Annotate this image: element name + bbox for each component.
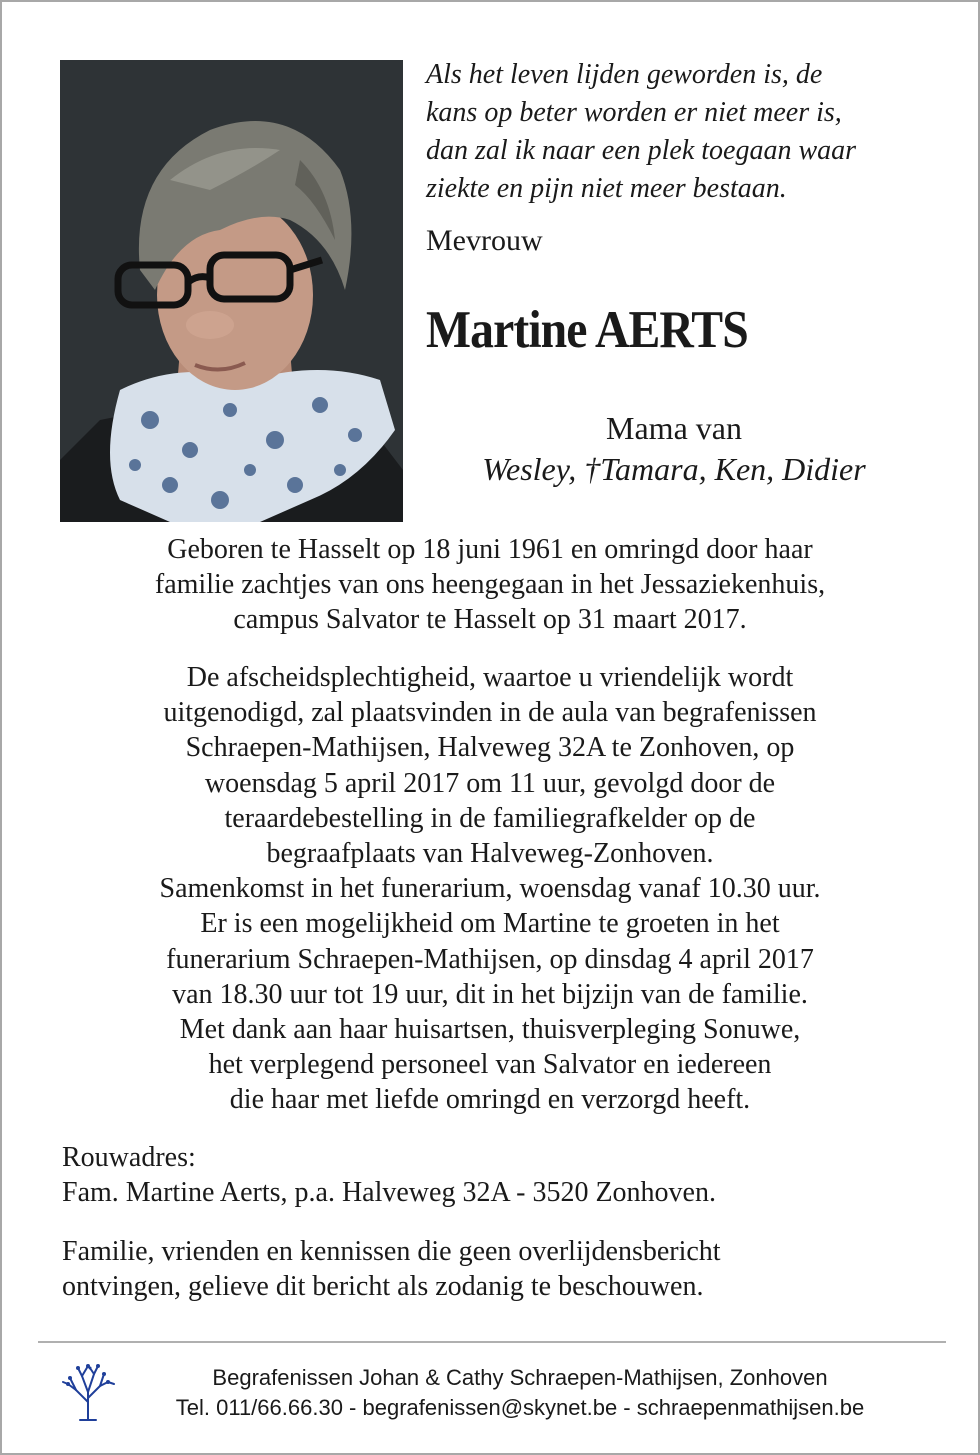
paragraph-line: funerarium Schraepen-Mathijsen, op dinsdag 4 april 2017 [166,943,814,975]
poem-line: kans op beter worden er niet meer is, [426,97,842,128]
address-label: Rouwadres: [62,1142,196,1173]
birth-death-paragraph [42,532,938,637]
paragraph-line: woensdag 5 april 2017 om 11 uur, gevolgd door de [204,767,776,799]
paragraph-line: Samenkomst in het funerarium, woensdag vanaf 10.30 uur. [159,873,821,905]
tree-icon [60,1362,116,1422]
poem [426,56,936,208]
poem-line: ziekte en pijn niet meer bestaan. [426,173,787,204]
portrait-photo [60,60,403,522]
paragraph-line: uitgenodigd, zal plaatsvinden in de aula van begrafenissen [163,697,817,729]
paragraph-line: Er is een mogelijkheid om Martine te groeten in het [200,908,780,940]
honorific: Mevrouw [426,224,543,257]
funeral-home-name: Begrafenissen Johan & Cathy Schraepen-Mathijsen, Zonhoven [212,1365,828,1390]
paragraph-line: ontvingen, gelieve dit bericht als zodanig te beschouwen. [62,1271,704,1302]
address-block [62,1140,942,1210]
paragraph-line: familie zachtjes van ons heengegaan in het Jessaziekenhuis, [154,569,826,600]
paragraph-line: campus Salvator te Hasselt op 31 maart 2017. [233,604,747,635]
paragraph-line: teraardebestelling in de familiegrafkelder op de [224,802,756,834]
funeral-home-contact: Tel. 011/66.66.30 - begrafenissen@skynet.be - schraepenmathijsen.be [175,1395,865,1420]
paragraph-line: het verplegend personeel van Salvator en iedereen [208,1049,772,1081]
paragraph-line: van 18.30 uur tot 19 uur, dit in het bijzijn van de familie. [172,978,808,1010]
paragraph-line: Familie, vrienden en kennissen die geen overlijdensbericht [62,1236,721,1267]
ceremony-paragraph [42,660,938,1118]
paragraph-line: begraafplaats van Halveweg-Zonhoven. [266,838,714,870]
portrait-illustration [60,60,403,522]
relation-label: Mama van [606,410,742,446]
paragraph-line: die haar met liefde omringd en verzorgd heeft. [229,1084,751,1116]
address-value: Fam. Martine Aerts, p.a. Halveweg 32A - 3520 Zonhoven. [62,1177,716,1208]
paragraph-line: Schraepen-Mathijsen, Halveweg 32A te Zonhoven, op [185,732,795,764]
paragraph-line: Geboren te Hasselt op 18 juni 1961 en omringd door haar [167,534,813,565]
poem-line: dan zal ik naar een plek toegaan waar [426,135,857,166]
poem-line: Als het leven lijden geworden is, de [426,59,823,90]
footer-divider [38,1341,946,1343]
relation-block [434,408,914,490]
notice-paragraph [62,1234,942,1304]
children-names: Wesley, †Tamara, Ken, Didier [482,451,866,487]
paragraph-line: Met dank aan haar huisartsen, thuisverpleging Sonuwe, [179,1014,801,1046]
funeral-home-footer [120,1363,920,1423]
paragraph-line: De afscheidsplechtigheid, waartoe u vriendelijk wordt [186,662,794,693]
deceased-name: Martine AERTS [426,301,748,359]
